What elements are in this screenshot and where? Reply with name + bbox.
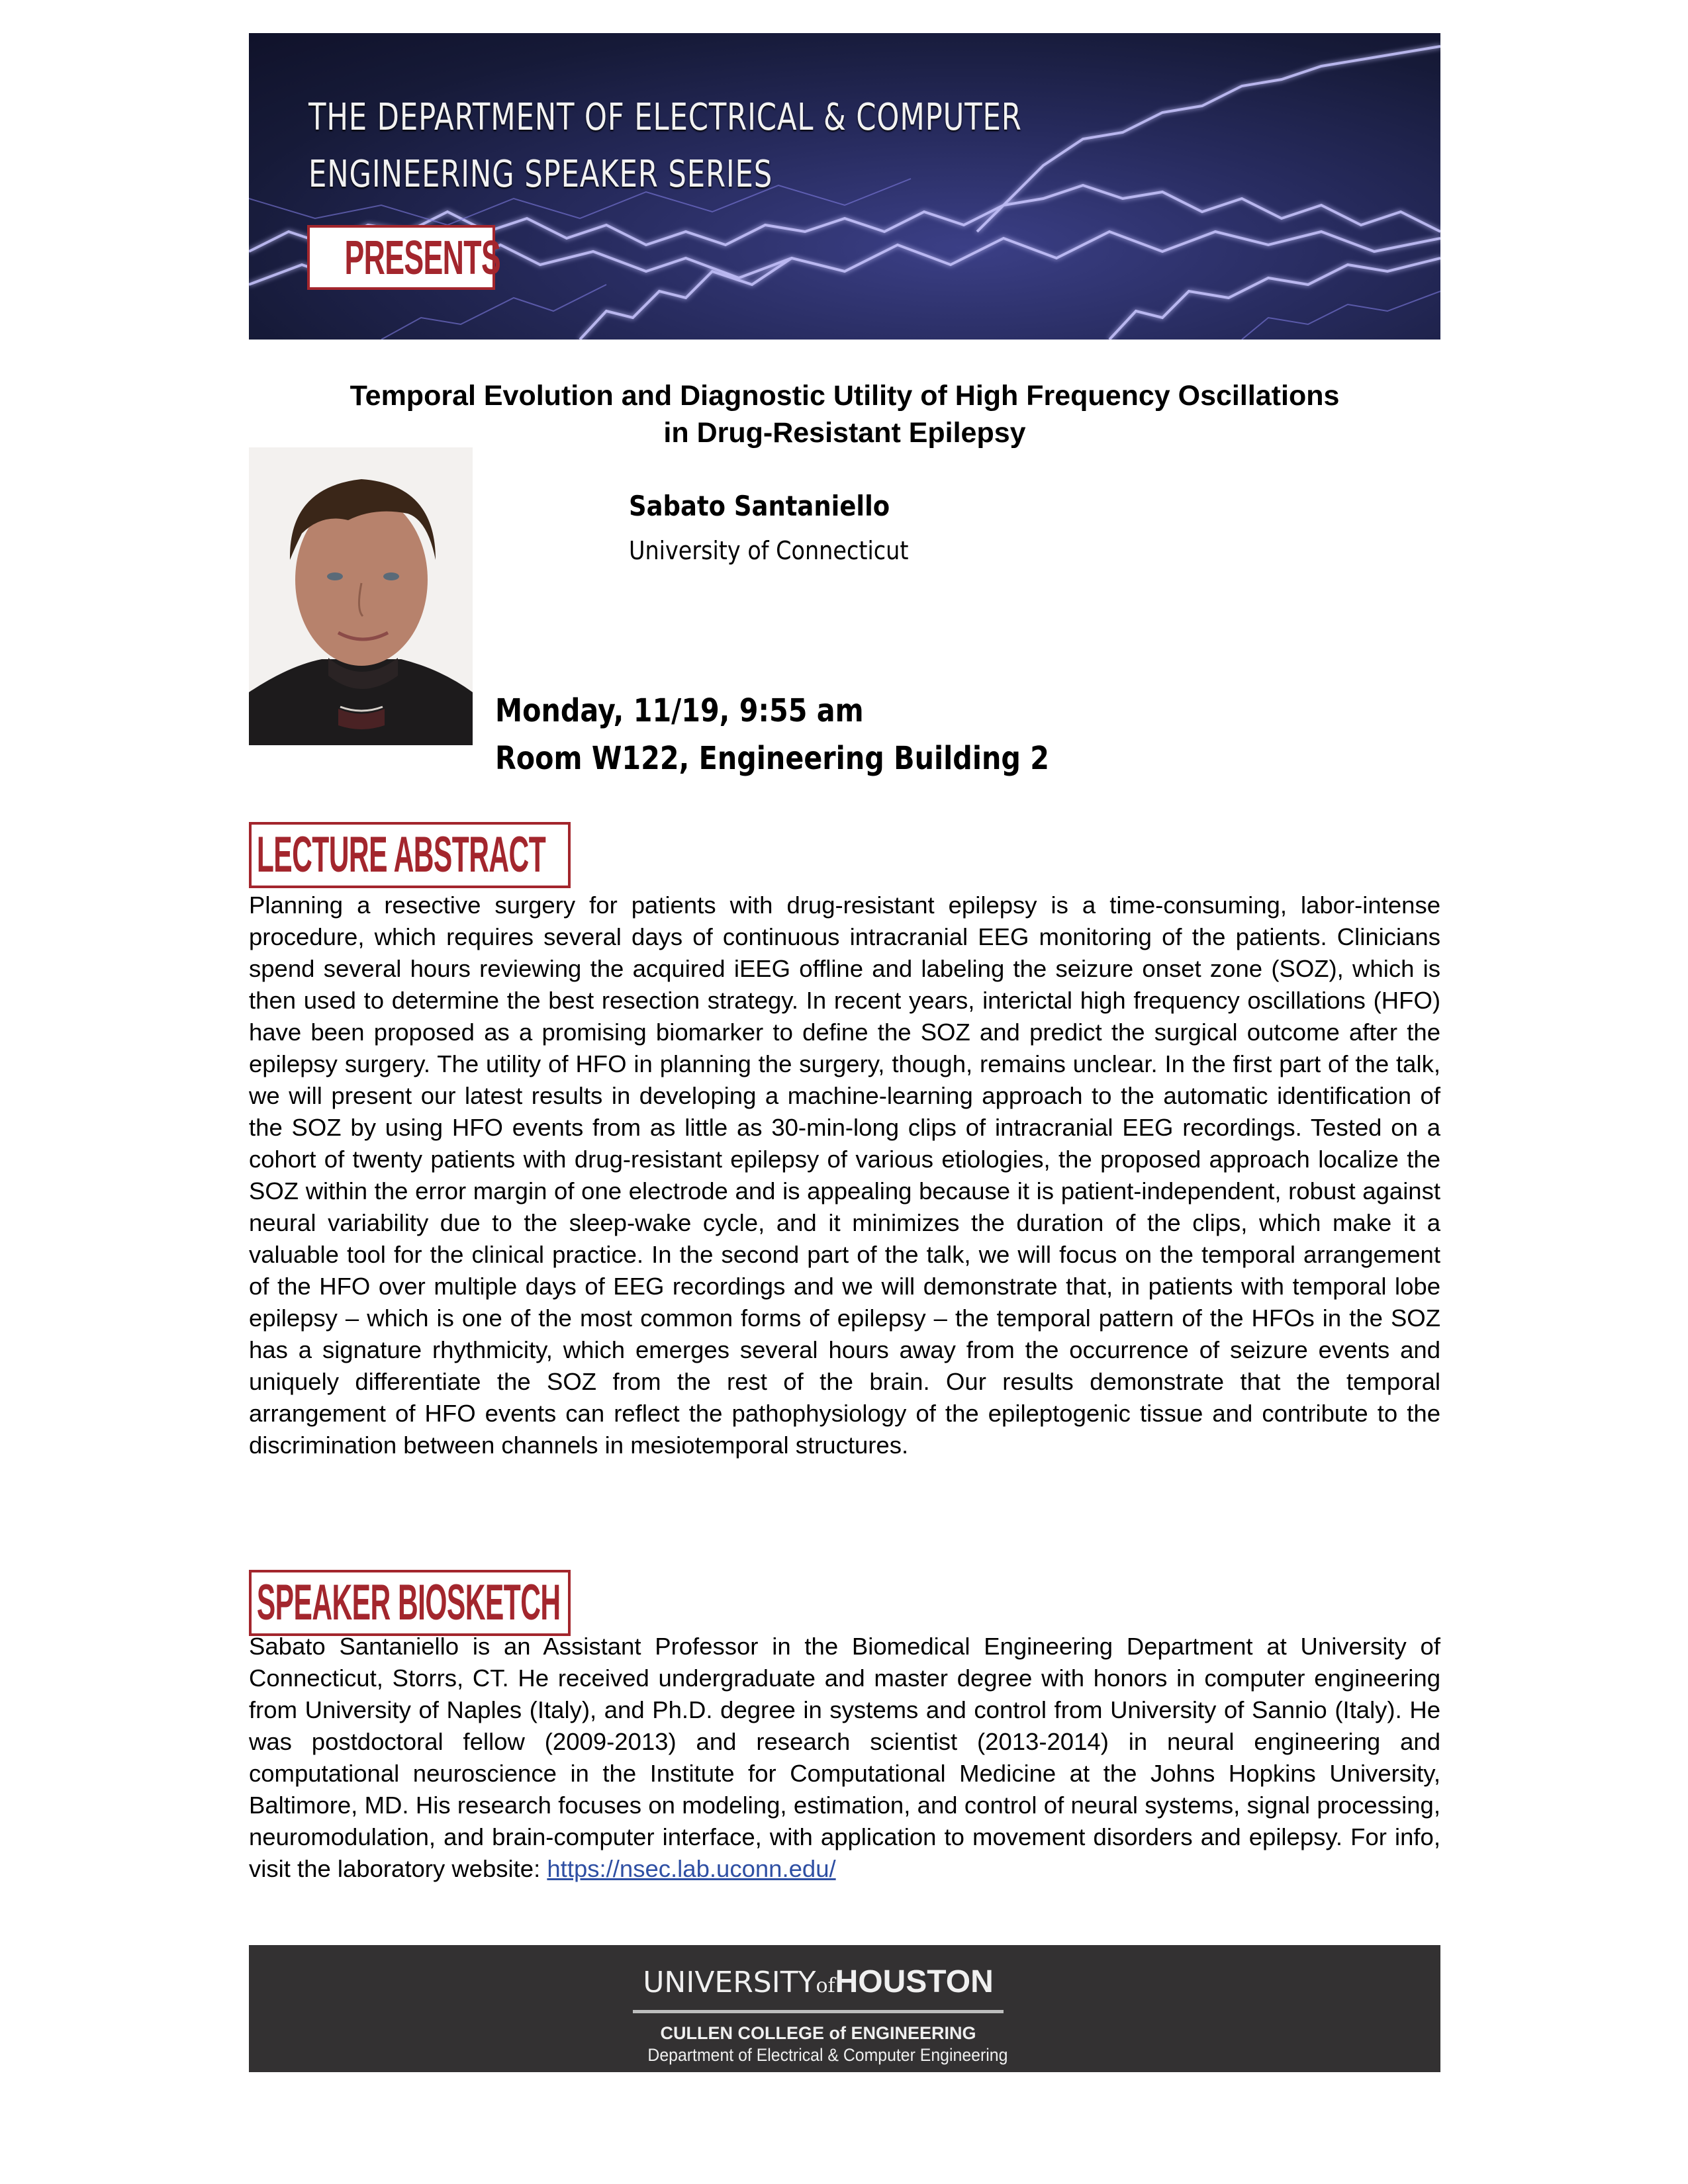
lecture-abstract-label: LECTURE ABSTRACT: [256, 827, 546, 883]
abstract-text: Planning a resective surgery for patients with drug-resistant epilepsy is a time-consuming, labor-intense procedure, which requires several days of continuous intracranial EEG monitoring of the patients. Clinicians spend several hours reviewing the acquired iEEG offline and labeling the seizure onset zone (SOZ), which is then used to determine the best resection strategy. In recent years, interictal high frequency oscillations (HFO) have been proposed as a promising biomarker to define the SOZ and predict the surgical outcome after the epilepsy surgery. The utility of HFO in planning the surgery, though, remains unclear. In the first part of the talk, we will present our latest results in developing a machine-learning approach to the automatic identification of the SOZ by using HFO events from as little as 30-min-long clips of intracranial EEG recordings. Tested on a cohort of twenty patients with drug-resistant epilepsy of various etiologies, the proposed approach localize the SOZ within the error margin of one electrode and is appealing because it is patient-independent, robust against neural variability due to the sleep-wake cycle, and it minimizes the duration of the clips, which make it a valuable tool for the clinical practice. In the second part of the talk, we will focus on the temporal arrangement of the HFO over multiple days of EEG recordings and we will demonstrate that, in patients with temporal lobe epilepsy – which is one of the most common forms of epilepsy – the temporal pattern of the HFOs in the SOZ has a signature rhythmicity, which emerges several hours away from the occurrence of seizure events and uniquely differentiate the SOZ from the rest of the brain. Our results demonstrate that the temporal arrangement of HFO events can reflect the pathophysiology of the epileptogenic tissue and contribute to the discrimination between channels in mesiotemporal structures.: [249, 891, 1440, 1459]
speaker-affiliation: University of Connecticut: [629, 536, 909, 565]
lecture-abstract-heading: [249, 822, 571, 888]
talk-title: [249, 377, 1440, 451]
speaker-name: Sabato Santaniello: [629, 490, 890, 522]
presents-label: PRESENTS: [344, 232, 501, 285]
college-name: CULLEN COLLEGE of ENGINEERING: [660, 2023, 976, 2043]
portrait-icon: [249, 447, 473, 745]
speaker-biosketch-label: SPEAKER BIOSKETCH: [256, 1574, 561, 1631]
banner-title-line1: THE DEPARTMENT OF ELECTRICAL & COMPUTER: [308, 96, 1022, 139]
event-location: Room W122, Engineering Building 2: [495, 740, 1050, 777]
presents-badge: [307, 225, 501, 290]
university-name-part1: UNIVERSITY: [643, 1966, 816, 1999]
event-date-time: Monday, 11/19, 9:55 am: [495, 692, 864, 729]
logo-divider: [633, 2010, 1004, 2013]
biosketch-text: Sabato Santaniello is an Assistant Professor in the Biomedical Engineering Department at University of Connecticut, Storrs, CT. He received undergraduate and master degree with honors in computer engineering from University of Naples (Italy), and Ph.D. degree in systems and control from University of Sannio (Italy). He was postdoctoral fellow (2009-2013) and research scientist (2013-2014) in neural engineering and computational neuroscience in the Institute for Computational Medicine at the Johns Hopkins University, Baltimore, MD. His research focuses on modeling, estimation, and control of neural systems, signal processing, neuromodulation, and brain-computer interface, with application to movement disorders and epilepsy. For info, visit the laboratory website:: [249, 1633, 1440, 1882]
university-footer-banner: [249, 1945, 1440, 2072]
university-logo: [633, 1964, 1008, 2066]
university-name-part2: HOUSTON: [835, 1964, 994, 1999]
department-name: Department of Electrical & Computer Engineering: [647, 2045, 1008, 2065]
talk-title-line1: Temporal Evolution and Diagnostic Utility of High Frequency Oscillations: [350, 380, 1340, 412]
banner-title-line2: ENGINEERING SPEAKER SERIES: [308, 153, 773, 196]
university-name-of: of: [816, 1974, 835, 1997]
speaker-biosketch-heading: [249, 1570, 571, 1636]
banner-title: [308, 89, 1022, 203]
university-name: [633, 1965, 1004, 2003]
lab-website-link[interactable]: https://nsec.lab.uconn.edu/: [547, 1855, 836, 1882]
biosketch-paragraph: [249, 1631, 1440, 1885]
talk-title-line2: in Drug-Resistant Epilepsy: [663, 417, 1026, 449]
speaker-series-banner: [249, 33, 1440, 340]
speaker-photo: [249, 447, 473, 745]
